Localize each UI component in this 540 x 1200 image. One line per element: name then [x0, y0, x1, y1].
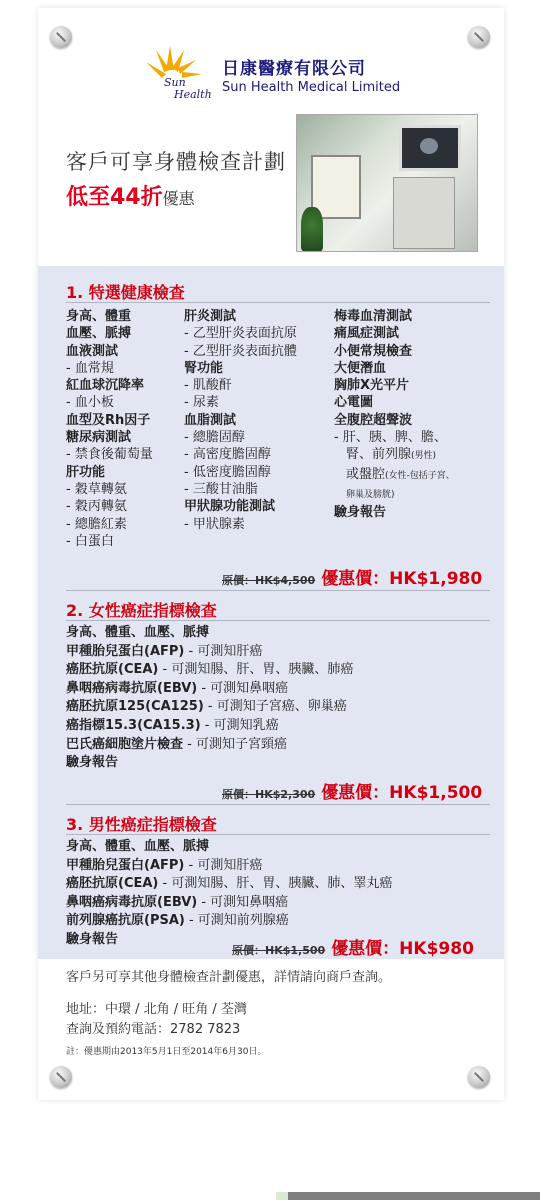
checkup-item-text: - 穀草轉氨 — [66, 481, 127, 497]
checkup-item — [66, 343, 153, 360]
checkup-item — [334, 343, 455, 360]
checkup-item-text: 小便常規檢查 — [334, 343, 413, 359]
checkup-item — [334, 504, 455, 521]
checkup-item — [66, 717, 353, 736]
checkup-item-name: 癌胚抗原125(CA125) — [66, 699, 204, 715]
checkup-item — [66, 412, 153, 429]
checkup-item — [184, 464, 297, 481]
checkup-item-name: 甲種胎兒蛋白(AFP) — [66, 857, 185, 873]
original-price: 原價：HK$4,500 — [222, 574, 316, 587]
health-check-column-2 — [184, 308, 297, 533]
checkup-item — [184, 377, 297, 394]
plans-panel — [38, 266, 504, 959]
checkup-item-text: 驗身報告 — [334, 505, 387, 521]
checkup-item-name: 巴氏癌細胞塗片檢查 — [66, 736, 184, 752]
checkup-item-note: (男性) — [411, 451, 437, 462]
checkup-item-text: 糖尿病測試 — [66, 430, 132, 446]
checkup-item — [66, 624, 353, 643]
checkup-item-text: 痛風症測試 — [334, 326, 400, 342]
checkup-item-text: - 乙型肝炎表面抗原 — [184, 326, 297, 342]
checkup-item-text: 血壓、脈搏 — [66, 326, 132, 342]
company-name-zh: 日康醫療有限公司 — [222, 59, 366, 79]
checkup-item-name: 鼻咽癌病毒抗原(EBV) — [66, 894, 198, 910]
checkup-item — [184, 325, 297, 342]
checkup-item-description: - 可測知前列腺癌 — [184, 913, 289, 929]
checkup-item-description: - 可測知鼻咽癌 — [197, 894, 289, 910]
clinic-photo — [296, 114, 478, 252]
checkup-item-name: 癌胚抗原(CEA) — [66, 662, 159, 678]
checkup-item-name: 鼻咽癌病毒抗原(EBV) — [66, 680, 198, 696]
footer-note: 客戶另可享其他身體檢查計劃優惠，詳情請向商戶查詢。 — [66, 970, 392, 985]
logo-text-sun: Sun — [164, 76, 186, 89]
checkup-item-text: - 總膽紅素 — [66, 516, 127, 532]
checkup-item-description: - 可測知乳癌 — [200, 717, 279, 733]
checkup-item-description: - 可測知腸、肝、胃、胰臟、肺癌 — [158, 662, 354, 678]
checkup-item — [184, 481, 297, 498]
checkup-item-note: 卵巢及膀胱) — [346, 489, 395, 500]
checkup-item — [184, 516, 297, 533]
checkup-item-text: 血型及Rh因子 — [66, 412, 151, 428]
checkup-item — [184, 446, 297, 463]
screw-icon — [50, 1066, 72, 1088]
checkup-item-text: 心電圖 — [334, 395, 374, 411]
male-cancer-items — [66, 838, 392, 950]
section-divider — [66, 302, 490, 303]
offer-price: 優惠價：HK$980 — [331, 939, 474, 959]
section-title-male-cancer: 3. 男性癌症指標檢查 — [66, 815, 217, 834]
price-row-female-cancer — [222, 778, 482, 803]
checkup-item — [334, 360, 455, 377]
checkup-item-text: - 白蛋白 — [66, 533, 114, 549]
offer-price: 優惠價：HK$1,500 — [321, 783, 483, 803]
checkup-item — [184, 308, 297, 325]
checkup-item — [66, 754, 353, 773]
section-divider — [66, 804, 490, 805]
checkup-item-description: - 可測知鼻咽癌 — [197, 680, 289, 696]
checkup-item-text: 全腹腔超聲波 — [334, 412, 413, 428]
checkup-item-text: - 禁食後葡萄量 — [66, 447, 153, 463]
headline-offer-suffix: 優惠 — [162, 189, 195, 208]
checkup-item — [334, 412, 455, 429]
checkup-item-note: (女性-包括子宮、 — [385, 470, 455, 481]
screw-icon — [50, 26, 72, 48]
checkup-item-text: 梅毒血清測試 — [334, 309, 413, 324]
price-row-male-cancer — [232, 934, 474, 959]
checkup-item — [334, 394, 455, 411]
checkup-item-text: 大便潛血 — [334, 360, 387, 376]
checkup-item — [66, 838, 392, 857]
health-check-column-1 — [66, 308, 153, 550]
offer-price: 優惠價：HK$1,980 — [321, 569, 483, 589]
checkup-item-text: - 血小板 — [66, 395, 114, 411]
checkup-item-text: - 穀丙轉氨 — [66, 499, 127, 515]
checkup-item-text: 血脂測試 — [184, 412, 237, 428]
logo-text-health: Health — [174, 88, 212, 101]
screw-icon — [468, 1066, 490, 1088]
section-divider — [66, 620, 490, 621]
checkup-item — [184, 412, 297, 429]
checkup-item-name: 身高、體重、血壓、脈搏 — [66, 839, 210, 854]
checkup-item — [334, 446, 455, 465]
checkup-item — [184, 394, 297, 411]
checkup-item — [334, 377, 455, 394]
female-cancer-items — [66, 624, 353, 773]
promo-card — [38, 8, 504, 1100]
checkup-item-text: 甲狀腺功能測試 — [184, 499, 276, 515]
original-price: 原價：HK$1,500 — [232, 944, 326, 957]
checkup-item-text: - 高密度膽固醇 — [184, 447, 271, 463]
checkup-item — [334, 466, 455, 485]
offer-period-remark: 註：優惠期由2013年5月1日至2014年6月30日。 — [66, 1047, 267, 1057]
checkup-item — [334, 308, 455, 325]
section-divider — [66, 834, 490, 835]
original-price: 原價：HK$2,300 — [222, 788, 316, 801]
checkup-item-text: - 血常規 — [66, 360, 114, 376]
checkup-item — [334, 429, 455, 446]
headline-offer-discount: 低至44折 — [66, 185, 163, 210]
checkup-item-text: - 肌酸酐 — [184, 378, 232, 394]
checkup-item-text: 腎、前列腺 — [346, 447, 412, 463]
checkup-item-text: 身高、體重 — [66, 309, 132, 324]
phone: 查詢及預約電話：2782 7823 — [66, 1022, 241, 1037]
checkup-item — [184, 343, 297, 360]
checkup-item-name: 甲種胎兒蛋白(AFP) — [66, 643, 185, 659]
checkup-item — [66, 875, 392, 894]
checkup-item-text: - 乙型肝炎表面抗體 — [184, 343, 297, 359]
checkup-item-text: - 低密度膽固醇 — [184, 464, 271, 480]
checkup-item — [66, 446, 153, 463]
checkup-item — [66, 360, 153, 377]
checkup-item — [66, 643, 353, 662]
checkup-item — [66, 377, 153, 394]
checkup-item — [66, 857, 392, 876]
checkup-item — [334, 485, 455, 504]
checkup-item — [66, 481, 153, 498]
company-name-en: Sun Health Medical Limited — [222, 80, 401, 95]
section-title-female-cancer: 2. 女性癌症指標檢查 — [66, 601, 217, 620]
checkup-item — [66, 464, 153, 481]
checkup-item — [66, 698, 353, 717]
headline-title: 客戶可享身體檢查計劃 — [66, 150, 286, 174]
checkup-item — [66, 894, 392, 913]
checkup-item — [66, 661, 353, 680]
checkup-item-text: - 三酸甘油脂 — [184, 481, 258, 497]
checkup-item — [184, 498, 297, 515]
checkup-item-text: - 尿素 — [184, 395, 219, 411]
checkup-item-name: 癌指標15.3(CA15.3) — [66, 717, 201, 733]
checkup-item — [66, 394, 153, 411]
checkup-item-text: 肝炎測試 — [184, 309, 237, 324]
checkup-item-name: 前列腺癌抗原(PSA) — [66, 913, 185, 929]
checkup-item-text: 胸肺X光平片 — [334, 378, 410, 394]
checkup-item — [66, 308, 153, 325]
checkup-item-text: 血液測試 — [66, 343, 119, 359]
address: 地址：中環 / 北角 / 旺角 / 荃灣 — [66, 1002, 247, 1017]
checkup-item-text: 肝功能 — [66, 464, 106, 480]
checkup-item — [66, 516, 153, 533]
checkup-item — [66, 533, 153, 550]
checkup-item-description: - 可測知肝癌 — [184, 857, 263, 873]
checkup-item — [334, 325, 455, 342]
headline-offer — [66, 180, 195, 211]
checkup-item-description: - 可測知肝癌 — [184, 643, 263, 659]
checkup-item-description: - 可測知子宮癌、卵巢癌 — [203, 699, 347, 715]
health-check-column-3 — [334, 308, 455, 522]
checkup-item-text: 或盤腔 — [346, 466, 386, 482]
checkup-item-description: - 可測知子宮頸癌 — [183, 736, 287, 752]
checkup-item-name: 驗身報告 — [66, 931, 119, 947]
checkup-item — [66, 325, 153, 342]
checkup-item-text: 腎功能 — [184, 360, 224, 376]
screw-icon — [468, 26, 490, 48]
checkup-item — [66, 736, 353, 755]
checkup-item-text: 紅血球沉降率 — [66, 378, 145, 394]
checkup-item-name: 驗身報告 — [66, 755, 119, 771]
checkup-item — [184, 429, 297, 446]
sun-logo-icon — [140, 44, 212, 101]
checkup-item — [66, 498, 153, 515]
checkup-item-text: - 總膽固醇 — [184, 430, 245, 446]
checkup-item-text: - 甲狀腺素 — [184, 516, 245, 532]
checkup-item — [66, 912, 392, 931]
checkup-item-name: 癌胚抗原(CEA) — [66, 876, 159, 892]
checkup-item-name: 身高、體重、血壓、脈搏 — [66, 625, 210, 640]
section-title-health-check: 1. 特選健康檢查 — [66, 283, 185, 302]
checkup-item-text: - 肝、胰、脾、膽、 — [334, 430, 447, 446]
price-row-health-check — [222, 564, 482, 589]
checkup-item — [66, 429, 153, 446]
checkup-item — [66, 680, 353, 699]
bottom-bar — [288, 1192, 540, 1200]
section-divider — [66, 590, 490, 591]
checkup-item — [184, 360, 297, 377]
checkup-item-description: - 可測知腸、肝、胃、胰臟、肺、睪丸癌 — [158, 876, 393, 892]
